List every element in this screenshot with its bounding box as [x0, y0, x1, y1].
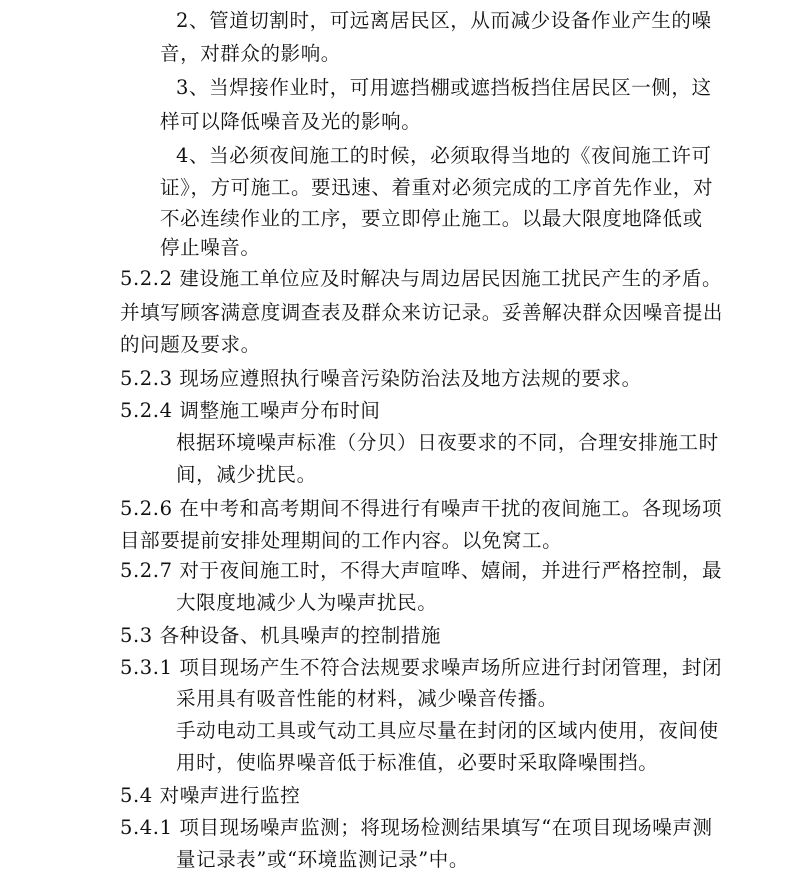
section-5-2-2: 5.2.2 建设施工单位应及时解决与周边居民因施工扰民产生的矛盾。: [120, 267, 723, 290]
section-5-2-4: 5.2.4 调整施工噪声分布时间: [120, 399, 381, 422]
text-line: 大限度地减少人为噪声扰民。: [176, 591, 438, 614]
text-line: 2、管道切割时，可远离居民区，从而减少设备作业产生的噪: [176, 9, 712, 32]
text-line: 目部要提前安排处理期间的工作内容。以免窝工。: [120, 529, 563, 552]
section-5-4-1: 5.4.1 项目现场噪声监测；将现场检测结果填写“在项目现场噪声测: [120, 816, 713, 839]
text-line: 证》，方可施工。要迅速、着重对必须完成的工序首先作业，对: [160, 176, 714, 199]
section-5-4: 5.4 对噪声进行监控: [120, 784, 301, 807]
text-line: 手动电动工具或气动工具应尽量在封闭的区域内使用，夜间使: [176, 719, 719, 742]
text-line: 用时，使临界噪音低于标准值，必要时采取降噪围挡。: [176, 751, 659, 774]
text-line: 不必连续作业的工序，要立即停止施工。以最大限度地降低或: [160, 207, 703, 230]
text-line: 间，减少扰民。: [176, 463, 317, 486]
text-line: 4、当必须夜间施工的时候，必须取得当地的《夜间施工许可: [176, 144, 712, 167]
section-5-2-7: 5.2.7 对于夜间施工时，不得大声喧哗、嬉闹，并进行严格控制，最: [120, 559, 723, 582]
section-5-3-1: 5.3.1 项目现场产生不符合法规要求噪声场所应进行封闭管理，封闭: [120, 656, 723, 679]
section-5-2-6: 5.2.6 在中考和高考期间不得进行有噪声干扰的夜间施工。各现场项: [120, 497, 723, 520]
section-5-3: 5.3 各种设备、机具噪声的控制措施: [120, 624, 442, 647]
section-5-2-3: 5.2.3 现场应遵照执行噪音污染防治法及地方法规的要求。: [120, 367, 642, 390]
text-line: 根据环境噪声标准（分贝）日夜要求的不同，合理安排施工时: [176, 431, 719, 454]
text-line: 3、当焊接作业时，可用遮挡棚或遮挡板挡住居民区一侧，这: [176, 76, 712, 99]
text-line: 样可以降低噪音及光的影响。: [160, 110, 422, 133]
text-line: 音，对群众的影响。: [160, 42, 341, 65]
text-line: 停止噪音。: [160, 236, 261, 259]
text-line: 的问题及要求。: [120, 333, 261, 356]
text-line: 量记录表”或“环境监测记录”中。: [176, 848, 470, 871]
text-line: 并填写顾客满意度调查表及群众来访记录。妥善解决群众因噪音提出: [120, 301, 724, 324]
text-line: 采用具有吸音性能的材料，减少噪音传播。: [176, 687, 558, 710]
